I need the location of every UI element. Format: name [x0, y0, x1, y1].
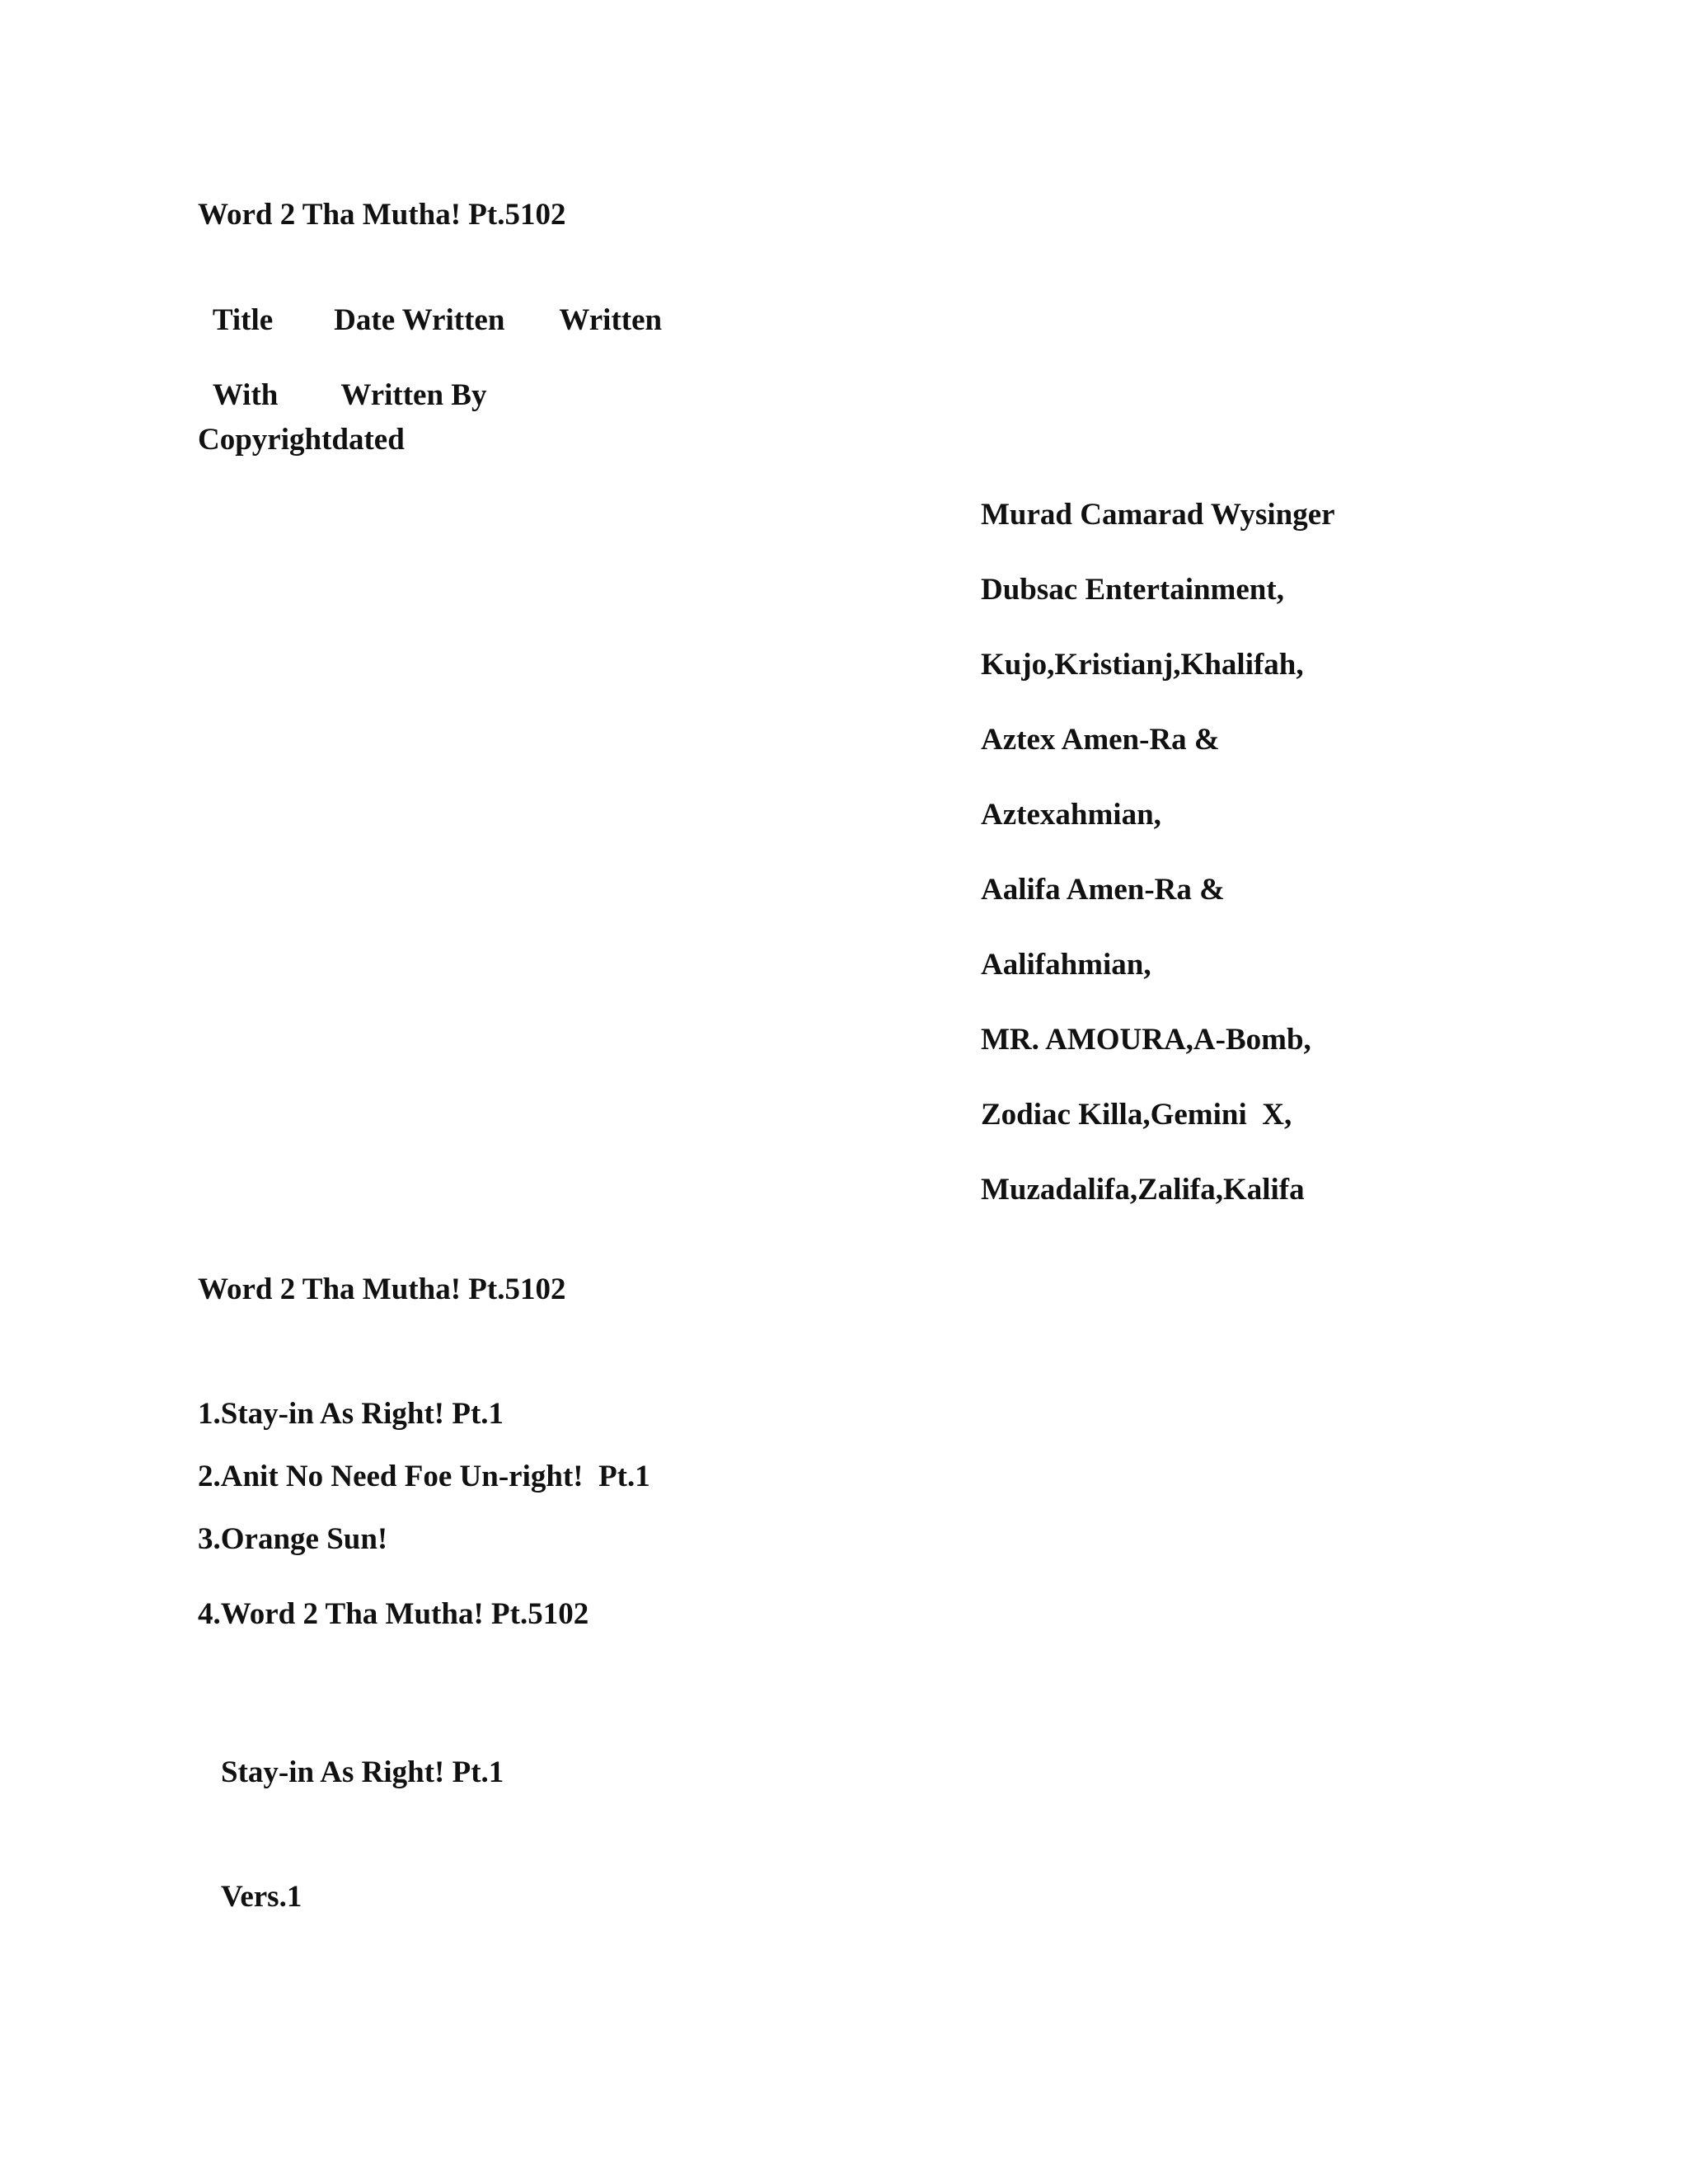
header-columns-row-2 [198, 349, 486, 410]
credit-line: Dubsac Entertainment, [981, 573, 1284, 607]
album-title: Word 2 Tha Mutha! Pt.5102 [198, 1272, 566, 1306]
credit-line: Muzadalifa,Zalifa,Kalifa [981, 1173, 1305, 1207]
credit-line: Zodiac Killa,Gemini X, [981, 1098, 1292, 1132]
credit-line: Kujo,Kristianj,Khalifah, [981, 648, 1304, 682]
track-item: 4.Word 2 Tha Mutha! Pt.5102 [198, 1597, 589, 1631]
credit-line: Aztex Amen-Ra & [981, 723, 1220, 757]
column-copyright-dated: Copyrightdated [198, 423, 405, 457]
song-title: Stay-in As Right! Pt.1 [221, 1755, 504, 1789]
column-written: Written [559, 303, 663, 337]
credit-line: Murad Camarad Wysinger [981, 498, 1335, 532]
credit-line: MR. AMOURA,A-Bomb, [981, 1023, 1311, 1057]
credit-line: Aalifa Amen-Ra & [981, 873, 1225, 907]
header-columns-row-1 [198, 274, 662, 335]
document-title: Word 2 Tha Mutha! Pt.5102 [198, 198, 566, 232]
column-written-by: Written By [340, 378, 487, 412]
column-with: With [212, 378, 279, 412]
column-date-written: Date Written [334, 303, 505, 337]
credit-line: Aalifahmian, [981, 948, 1151, 982]
verse-label: Vers.1 [221, 1880, 302, 1914]
column-title: Title [212, 303, 274, 337]
credit-line: Aztexahmian, [981, 798, 1161, 832]
track-item: 1.Stay-in As Right! Pt.1 [198, 1397, 504, 1431]
track-item: 3.Orange Sun! [198, 1522, 388, 1556]
track-item: 2.Anit No Need Foe Un-right! Pt.1 [198, 1460, 650, 1493]
